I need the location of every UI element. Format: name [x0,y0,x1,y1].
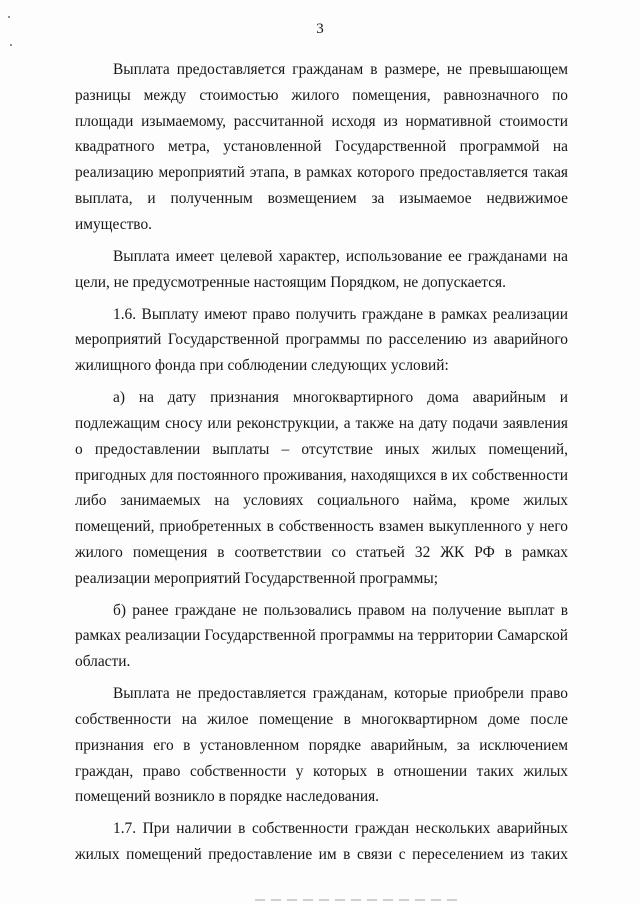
scan-speck [10,44,12,46]
scan-bottom-edge [255,899,460,901]
paragraph: б) ранее граждане не пользовались правом на получение выплат в рамках реализации Государственной программы на территории Самарской области. [75,601,568,671]
paragraph: Выплата имеет целевой характер, использование ее гражданами на цели, не предусмотренные настоящим Порядком, не допускается. [75,247,568,291]
scan-speck [8,16,10,18]
paragraph: 1.6. Выплату имеют право получить граждане в рамках реализации мероприятий Государственной программы по расселению из аварийного жилищного фонда при соблюдении следующих условий: [75,305,568,375]
paragraph: Выплата предоставляется гражданам в размере, не превышающем разницы между стоимостью жилого помещения, равнозначного по площади изымаемому, рассчитанной исходя из нормативной стоимости квадратного метра, установленной Государственной программой на реализацию мероприятий этапа, в рамках которого предоставляется такая выплата, и полученным возмещением за изымаемое недвижимое имущество. [75,61,568,233]
page-number: 3 [316,21,324,37]
paragraph: а) на дату признания многоквартирного дома аварийным и подлежащим сносу или реконструкции, а также на дату подачи заявления о предоставлении выплаты – отсутствие иных жилых помещений, пригодных для постоянного проживания, находящихся в их собственности либо занимаемых на условиях социального найма, кроме жилых помещений, приобретенных в собственность взамен выкупленного у него жилого помещения в соответствии со статьей 32 ЖК РФ в рамках реализации мероприятий Государственной программы; [75,389,568,587]
paragraph: 1.7. При наличии в собственности граждан нескольких аварийных жилых помещений предоставление им в связи с переселением из таких [75,820,568,864]
document-body [75,57,568,868]
paragraph: Выплата не предоставляется гражданам, которые приобрели право собственности на жилое помещение в многоквартирном доме после признания его в установленном порядке аварийным, за исключением граждан, право собственности у которых в отношении таких жилых помещений возникло в порядке наследования. [75,685,568,806]
